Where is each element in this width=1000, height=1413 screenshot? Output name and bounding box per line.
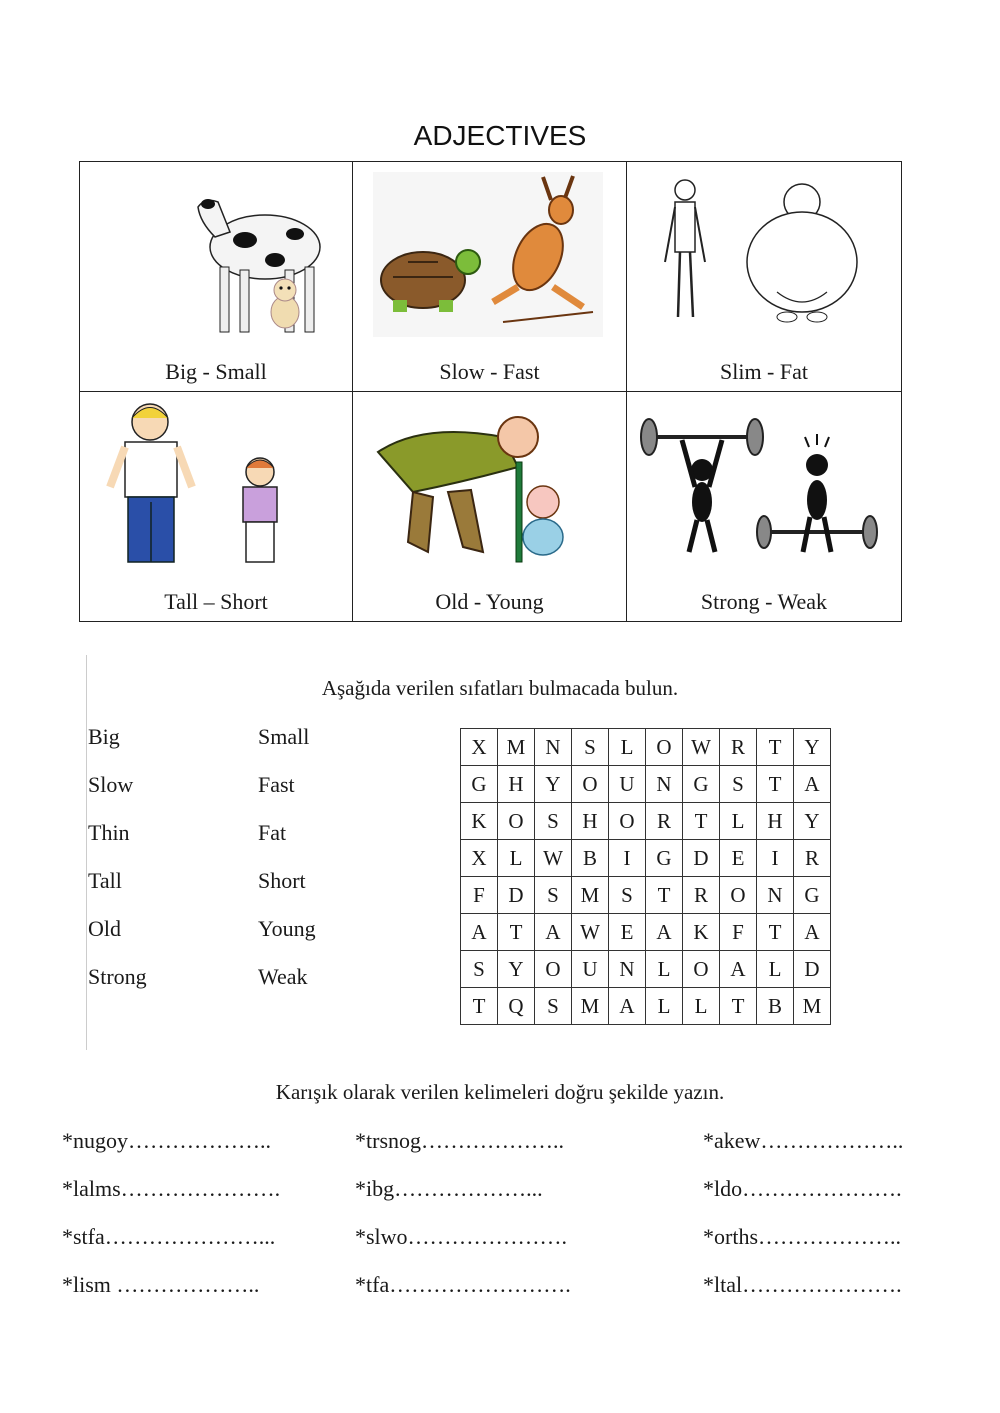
grid-letter: Y <box>498 951 535 988</box>
weightlifters-icon <box>627 392 902 592</box>
grid-letter: L <box>720 803 757 840</box>
scrambled-word: *lalms…………………. <box>62 1176 281 1201</box>
grid-letter: B <box>757 988 794 1025</box>
grid-letter: A <box>794 914 831 951</box>
scrambled-word: *lism ……………….. <box>62 1272 260 1297</box>
scramble-row <box>60 1128 960 1176</box>
word-list <box>88 724 388 1012</box>
grid-row <box>461 729 831 766</box>
word: Short <box>258 868 306 893</box>
grid-letter: S <box>535 988 572 1025</box>
word: Strong <box>88 964 147 989</box>
grid-letter: A <box>609 988 646 1025</box>
word: Big <box>88 724 120 749</box>
grid-letter: S <box>572 729 609 766</box>
word-pair-row <box>88 724 388 772</box>
grid-letter: A <box>646 914 683 951</box>
grid-letter: A <box>794 766 831 803</box>
grid-letter: X <box>461 729 498 766</box>
caption-tall-short: Tall – Short <box>164 589 268 614</box>
grid-letter: N <box>535 729 572 766</box>
word: Weak <box>258 964 308 989</box>
word: Tall <box>88 868 122 893</box>
grid-letter: T <box>757 766 794 803</box>
grid-letter: Q <box>498 988 535 1025</box>
grid-letter: O <box>720 877 757 914</box>
caption-slim-fat: Slim - Fat <box>719 359 808 384</box>
scramble-row <box>60 1176 960 1224</box>
scrambled-word: *nugoy……………….. <box>62 1128 271 1153</box>
scrambled-word: *tfa……………………. <box>355 1272 571 1297</box>
grid-letter: A <box>720 951 757 988</box>
grid-letter: F <box>720 914 757 951</box>
grid-letter: O <box>683 951 720 988</box>
scrambled-word: *slwo…………………. <box>355 1224 568 1249</box>
grid-letter: N <box>609 951 646 988</box>
grid-row <box>461 840 831 877</box>
grid-letter: T <box>646 877 683 914</box>
grid-letter: N <box>757 877 794 914</box>
word: Young <box>258 916 316 941</box>
grid-letter: W <box>535 840 572 877</box>
grid-letter: O <box>498 803 535 840</box>
grid-letter: T <box>720 988 757 1025</box>
grid-row <box>461 914 831 951</box>
grid-letter: H <box>757 803 794 840</box>
grid-letter: F <box>461 877 498 914</box>
grid-letter: D <box>683 840 720 877</box>
word: Fat <box>258 820 287 845</box>
word: Fast <box>258 772 295 797</box>
grid-letter: A <box>535 914 572 951</box>
grid-letter: W <box>683 729 720 766</box>
grid-letter: K <box>683 914 720 951</box>
picture-cell-strong-weak <box>627 392 902 622</box>
grid-letter: E <box>609 914 646 951</box>
scrambled-word: *ibg………………... <box>355 1176 543 1201</box>
grid-letter: L <box>757 951 794 988</box>
picture-cell-slim-fat <box>627 162 902 392</box>
word-pair-row <box>88 772 388 820</box>
grid-letter: A <box>461 914 498 951</box>
grid-letter: L <box>498 840 535 877</box>
turtle-and-rabbit-icon <box>353 162 627 362</box>
margin-rule <box>86 655 87 1050</box>
scrambled-word: *stfa…………………... <box>62 1224 276 1249</box>
grid-letter: B <box>572 840 609 877</box>
grid-letter: M <box>498 729 535 766</box>
scrambled-words <box>60 1128 960 1320</box>
grid-letter: L <box>609 729 646 766</box>
grid-letter: G <box>646 840 683 877</box>
word-pair-row <box>88 868 388 916</box>
grid-letter: T <box>757 729 794 766</box>
grid-letter: L <box>646 988 683 1025</box>
grid-letter: S <box>720 766 757 803</box>
grid-letter: R <box>683 877 720 914</box>
picture-table <box>79 161 902 622</box>
grid-letter: S <box>535 803 572 840</box>
grid-letter: Y <box>794 729 831 766</box>
grid-letter: M <box>572 988 609 1025</box>
scramble-instruction: Karışık olarak verilen kelimeleri doğru şekilde yazın. <box>275 1080 725 1104</box>
grid-letter: L <box>646 951 683 988</box>
scrambled-word: *ldo…………………. <box>703 1176 902 1201</box>
grid-letter: D <box>498 877 535 914</box>
grid-letter: W <box>572 914 609 951</box>
page-title: ADJECTIVES <box>413 120 587 151</box>
word: Old <box>88 916 121 941</box>
grid-letter: R <box>794 840 831 877</box>
grid-letter: H <box>572 803 609 840</box>
word: Slow <box>88 772 134 797</box>
caption-slow-fast: Slow - Fast <box>439 359 540 384</box>
scramble-row <box>60 1272 960 1320</box>
grid-letter: G <box>683 766 720 803</box>
word-pair-row <box>88 820 388 868</box>
grid-row <box>461 988 831 1025</box>
word: Thin <box>88 820 130 845</box>
grid-letter: R <box>646 803 683 840</box>
picture-cell-tall-short <box>80 392 353 622</box>
caption-old-young: Old - Young <box>435 589 544 614</box>
scrambled-word: *akew……………….. <box>703 1128 904 1153</box>
caption-big-small: Big - Small <box>165 359 267 384</box>
grid-row <box>461 803 831 840</box>
scrambled-word: *ltal…………………. <box>703 1272 902 1297</box>
grid-row <box>461 877 831 914</box>
picture-cell-old-young <box>353 392 627 622</box>
scrambled-word: *orths……………….. <box>703 1224 901 1249</box>
tall-man-short-boy-icon <box>80 392 353 592</box>
grid-row <box>461 766 831 803</box>
grid-letter: I <box>609 840 646 877</box>
word-search-grid <box>460 728 831 1025</box>
grid-letter: Y <box>794 803 831 840</box>
grid-letter: O <box>535 951 572 988</box>
wordsearch-instruction: Aşağıda verilen sıfatları bulmacada bulun. <box>321 676 679 700</box>
scramble-row <box>60 1224 960 1272</box>
grid-letter: T <box>461 988 498 1025</box>
word-pair-row <box>88 964 388 1012</box>
grid-letter: T <box>498 914 535 951</box>
caption-strong-weak: Strong - Weak <box>700 589 828 614</box>
grid-letter: O <box>572 766 609 803</box>
picture-cell-slow-fast <box>353 162 627 392</box>
big-dog-small-puppy-icon <box>80 162 353 362</box>
word-pair-row <box>88 916 388 964</box>
old-man-and-baby-icon <box>353 392 627 592</box>
grid-letter: O <box>609 803 646 840</box>
grid-letter: S <box>461 951 498 988</box>
grid-letter: G <box>794 877 831 914</box>
grid-letter: D <box>794 951 831 988</box>
grid-letter: U <box>572 951 609 988</box>
grid-letter: G <box>461 766 498 803</box>
grid-letter: S <box>609 877 646 914</box>
scrambled-word: *trsnog……………….. <box>355 1128 564 1153</box>
grid-letter: S <box>535 877 572 914</box>
grid-letter: O <box>646 729 683 766</box>
picture-cell-big-small <box>80 162 353 392</box>
grid-letter: T <box>757 914 794 951</box>
grid-letter: I <box>757 840 794 877</box>
grid-letter: L <box>683 988 720 1025</box>
grid-letter: X <box>461 840 498 877</box>
grid-letter: Y <box>535 766 572 803</box>
grid-letter: U <box>609 766 646 803</box>
slim-man-fat-man-icon <box>627 162 902 362</box>
grid-letter: R <box>720 729 757 766</box>
grid-letter: M <box>794 988 831 1025</box>
grid-letter: T <box>683 803 720 840</box>
grid-letter: N <box>646 766 683 803</box>
word: Small <box>258 724 310 749</box>
grid-letter: E <box>720 840 757 877</box>
grid-row <box>461 951 831 988</box>
grid-letter: K <box>461 803 498 840</box>
grid-letter: H <box>498 766 535 803</box>
grid-letter: M <box>572 877 609 914</box>
